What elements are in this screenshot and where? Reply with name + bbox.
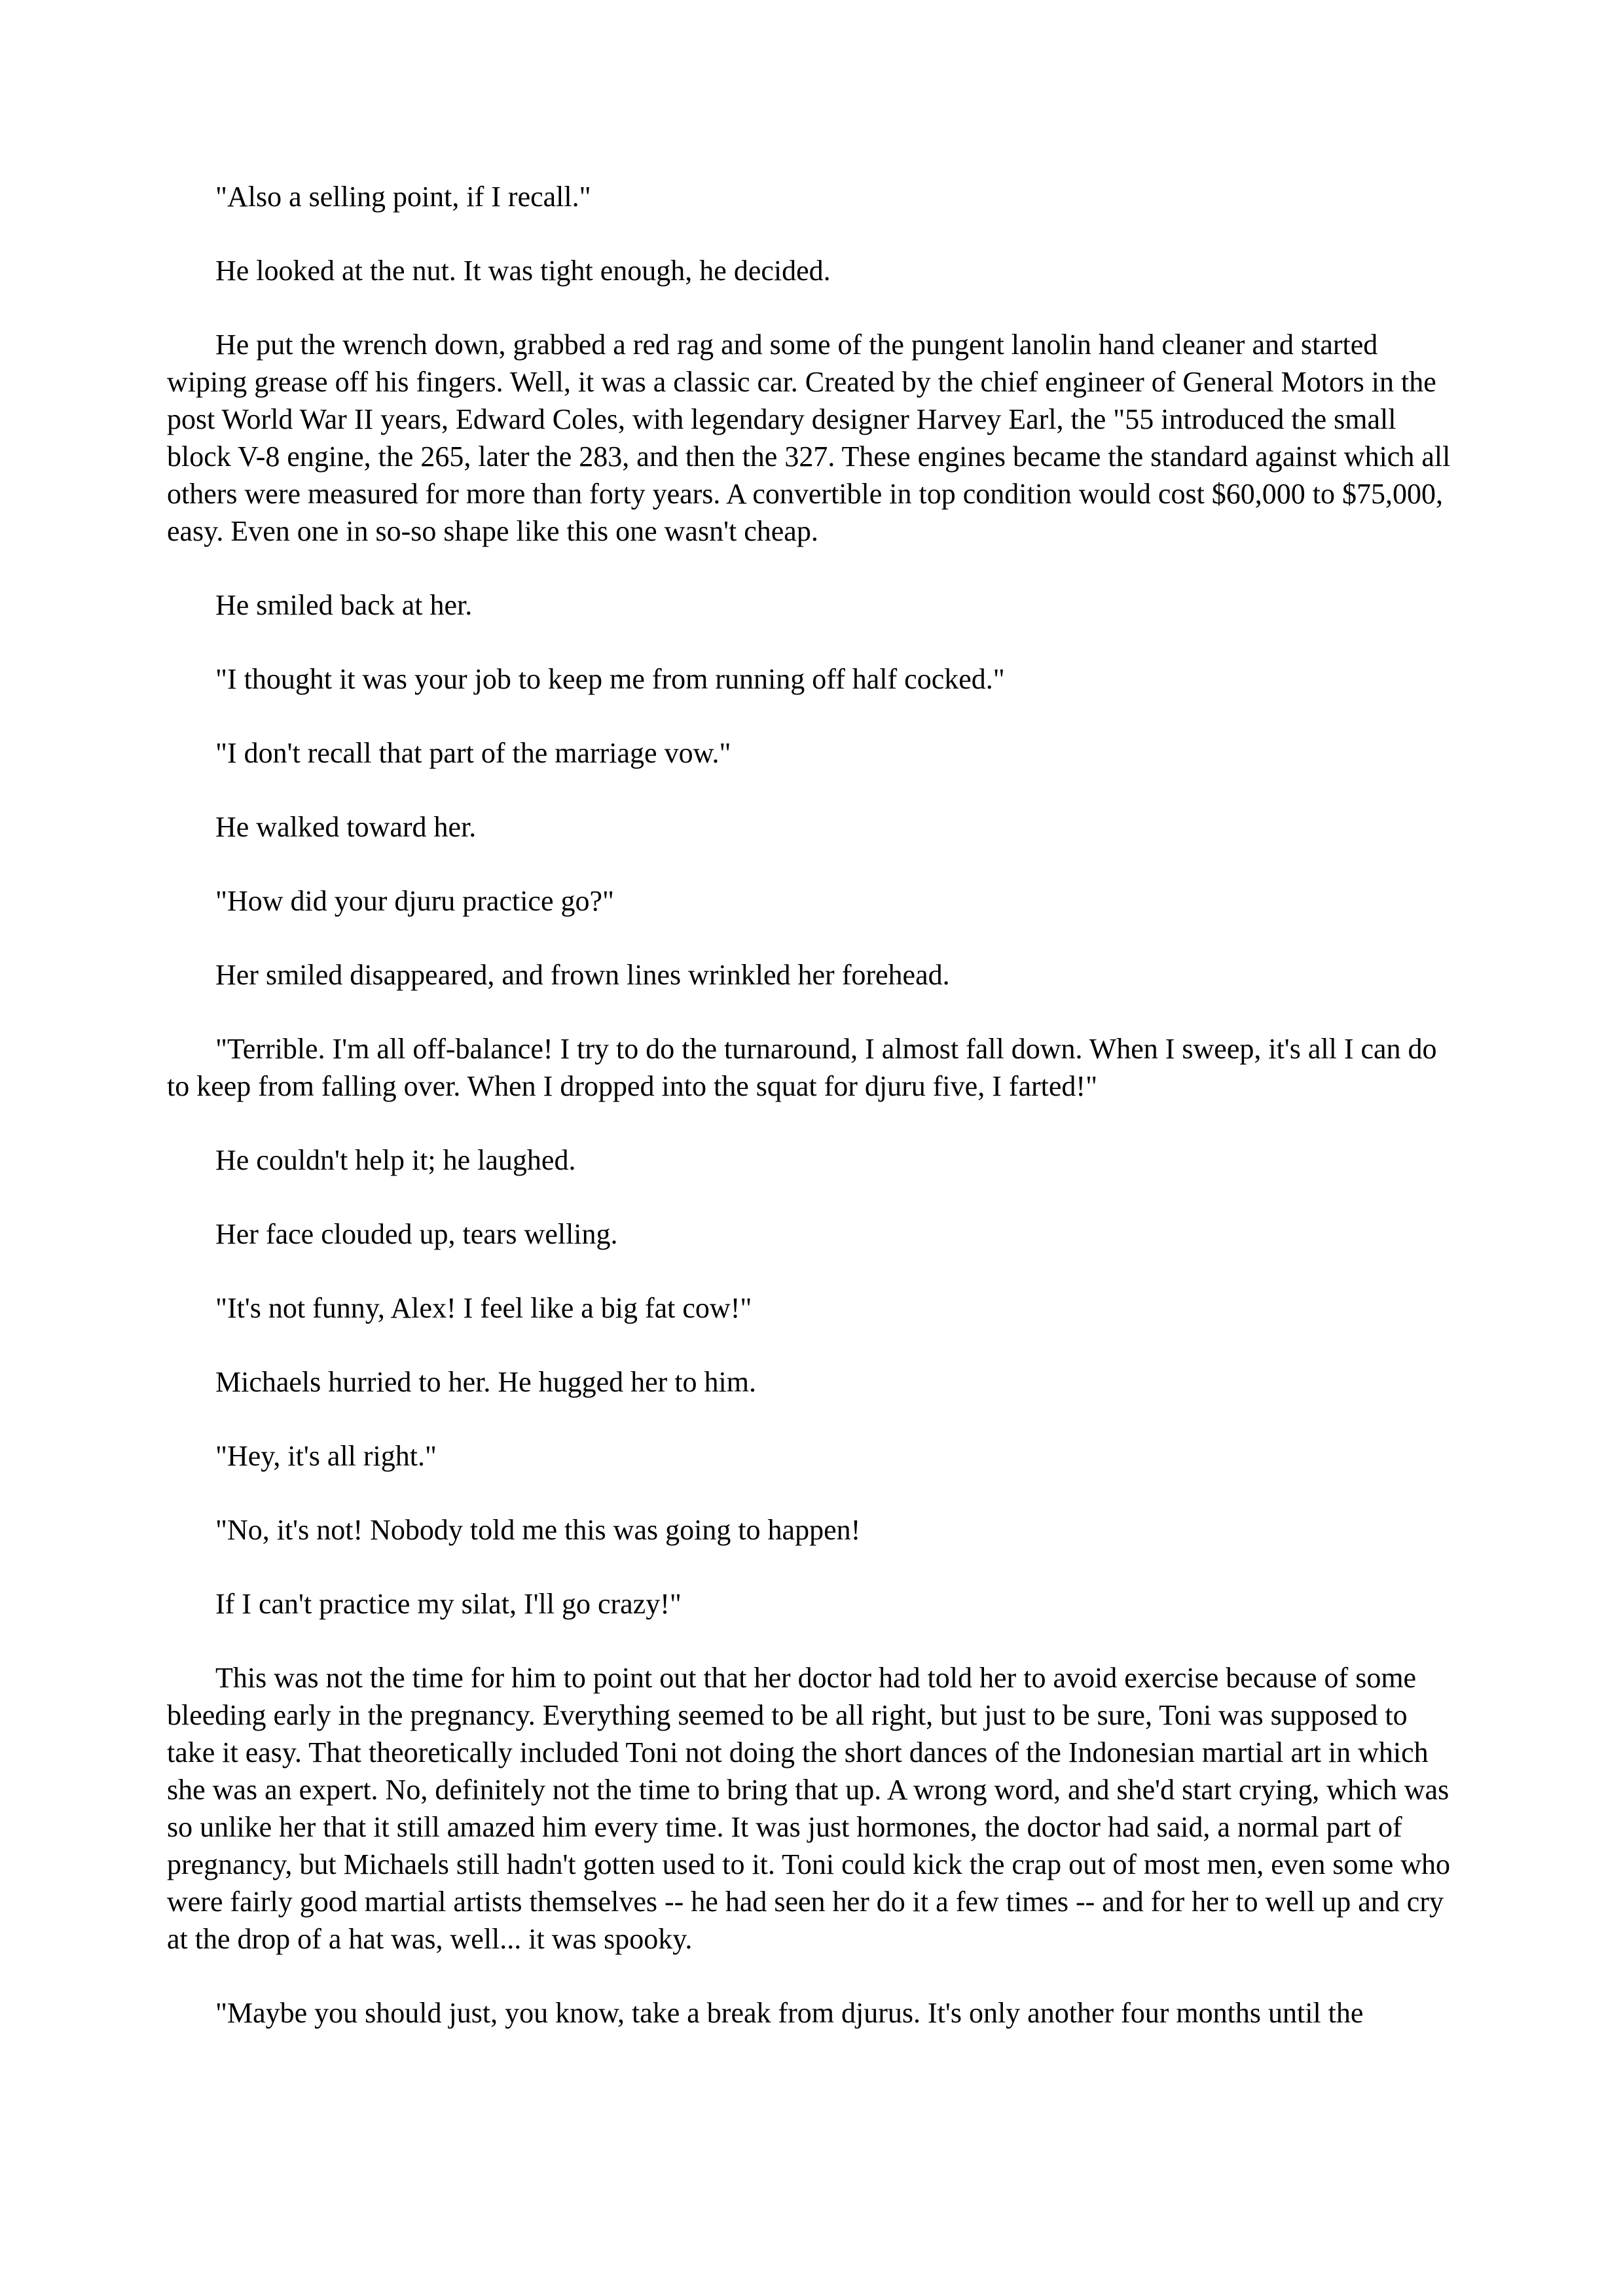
paragraph: Her face clouded up, tears welling. — [215, 1218, 618, 1250]
paragraph: "No, it's not! Nobody told me this was going to happen! — [215, 1514, 861, 1546]
paragraph: Her smiled disappeared, and frown lines wrinkled her forehead. — [215, 959, 950, 991]
paragraph: If I can't practice my silat, I'll go crazy!" — [215, 1588, 682, 1620]
paragraph: He walked toward her. — [215, 811, 477, 843]
paragraph: Michaels hurried to her. He hugged her to him. — [215, 1366, 757, 1398]
paragraph: "How did your djuru practice go?" — [215, 885, 614, 917]
paragraph: "Hey, it's all right." — [215, 1440, 437, 1472]
paragraph: He smiled back at her. — [215, 589, 473, 621]
paragraph: He looked at the nut. It was tight enough, he decided. — [215, 255, 831, 287]
paragraph: "I don't recall that part of the marriage vow." — [215, 737, 731, 769]
paragraph: He couldn't help it; he laughed. — [215, 1144, 576, 1176]
body-text — [167, 178, 1457, 2068]
paragraph: "I thought it was your job to keep me from running off half cocked." — [215, 663, 1005, 695]
paragraph: He put the wrench down, grabbed a red rag and some of the pungent lanolin hand cleaner and started wiping grease off his fingers. Well, it was a classic car. Created by the chief engineer of General Motors in the post World War II years, Edward Coles, with legendary designer Harvey Earl, the "55 introduced the small block V-8 engine, the 265, later the 283, and then the 327. These engines became the standard against which all others were measured for more than forty years. A convertible in top condition would cost $60,000 to $75,000, easy. Even one in so-so shape like this one wasn't cheap. — [167, 329, 1451, 547]
paragraph: This was not the time for him to point out that her doctor had told her to avoid exercise because of some bleeding early in the pregnancy. Everything seemed to be all right, but just to be sure, Toni was supposed to take it easy. That theoretically included Toni not doing the short dances of the Indonesian martial art in which she was an expert. No, definitely not the time to bring that up. A wrong word, and she'd start crying, which was so unlike her that it still amazed him every time. It was just hormones, the doctor had said, a normal part of pregnancy, but Michaels still hadn't gotten used to it. Toni could kick the crap out of most men, even some who were fairly good martial artists themselves -- he had seen her do it a few times -- and for her to well up and cry at the drop of a hat was, well... it was spooky. — [167, 1662, 1451, 1955]
paragraph: "It's not funny, Alex! I feel like a big fat cow!" — [215, 1292, 752, 1324]
paragraph: "Maybe you should just, you know, take a break from djurus. It's only another four months until the — [215, 1997, 1364, 2029]
paragraph: "Also a selling point, if I recall." — [215, 181, 591, 213]
paragraph: "Terrible. I'm all off-balance! I try to do the turnaround, I almost fall down. When I sweep, it's all I can do to keep from falling over. When I dropped into the squat for djuru five, I farted!" — [167, 1033, 1437, 1102]
